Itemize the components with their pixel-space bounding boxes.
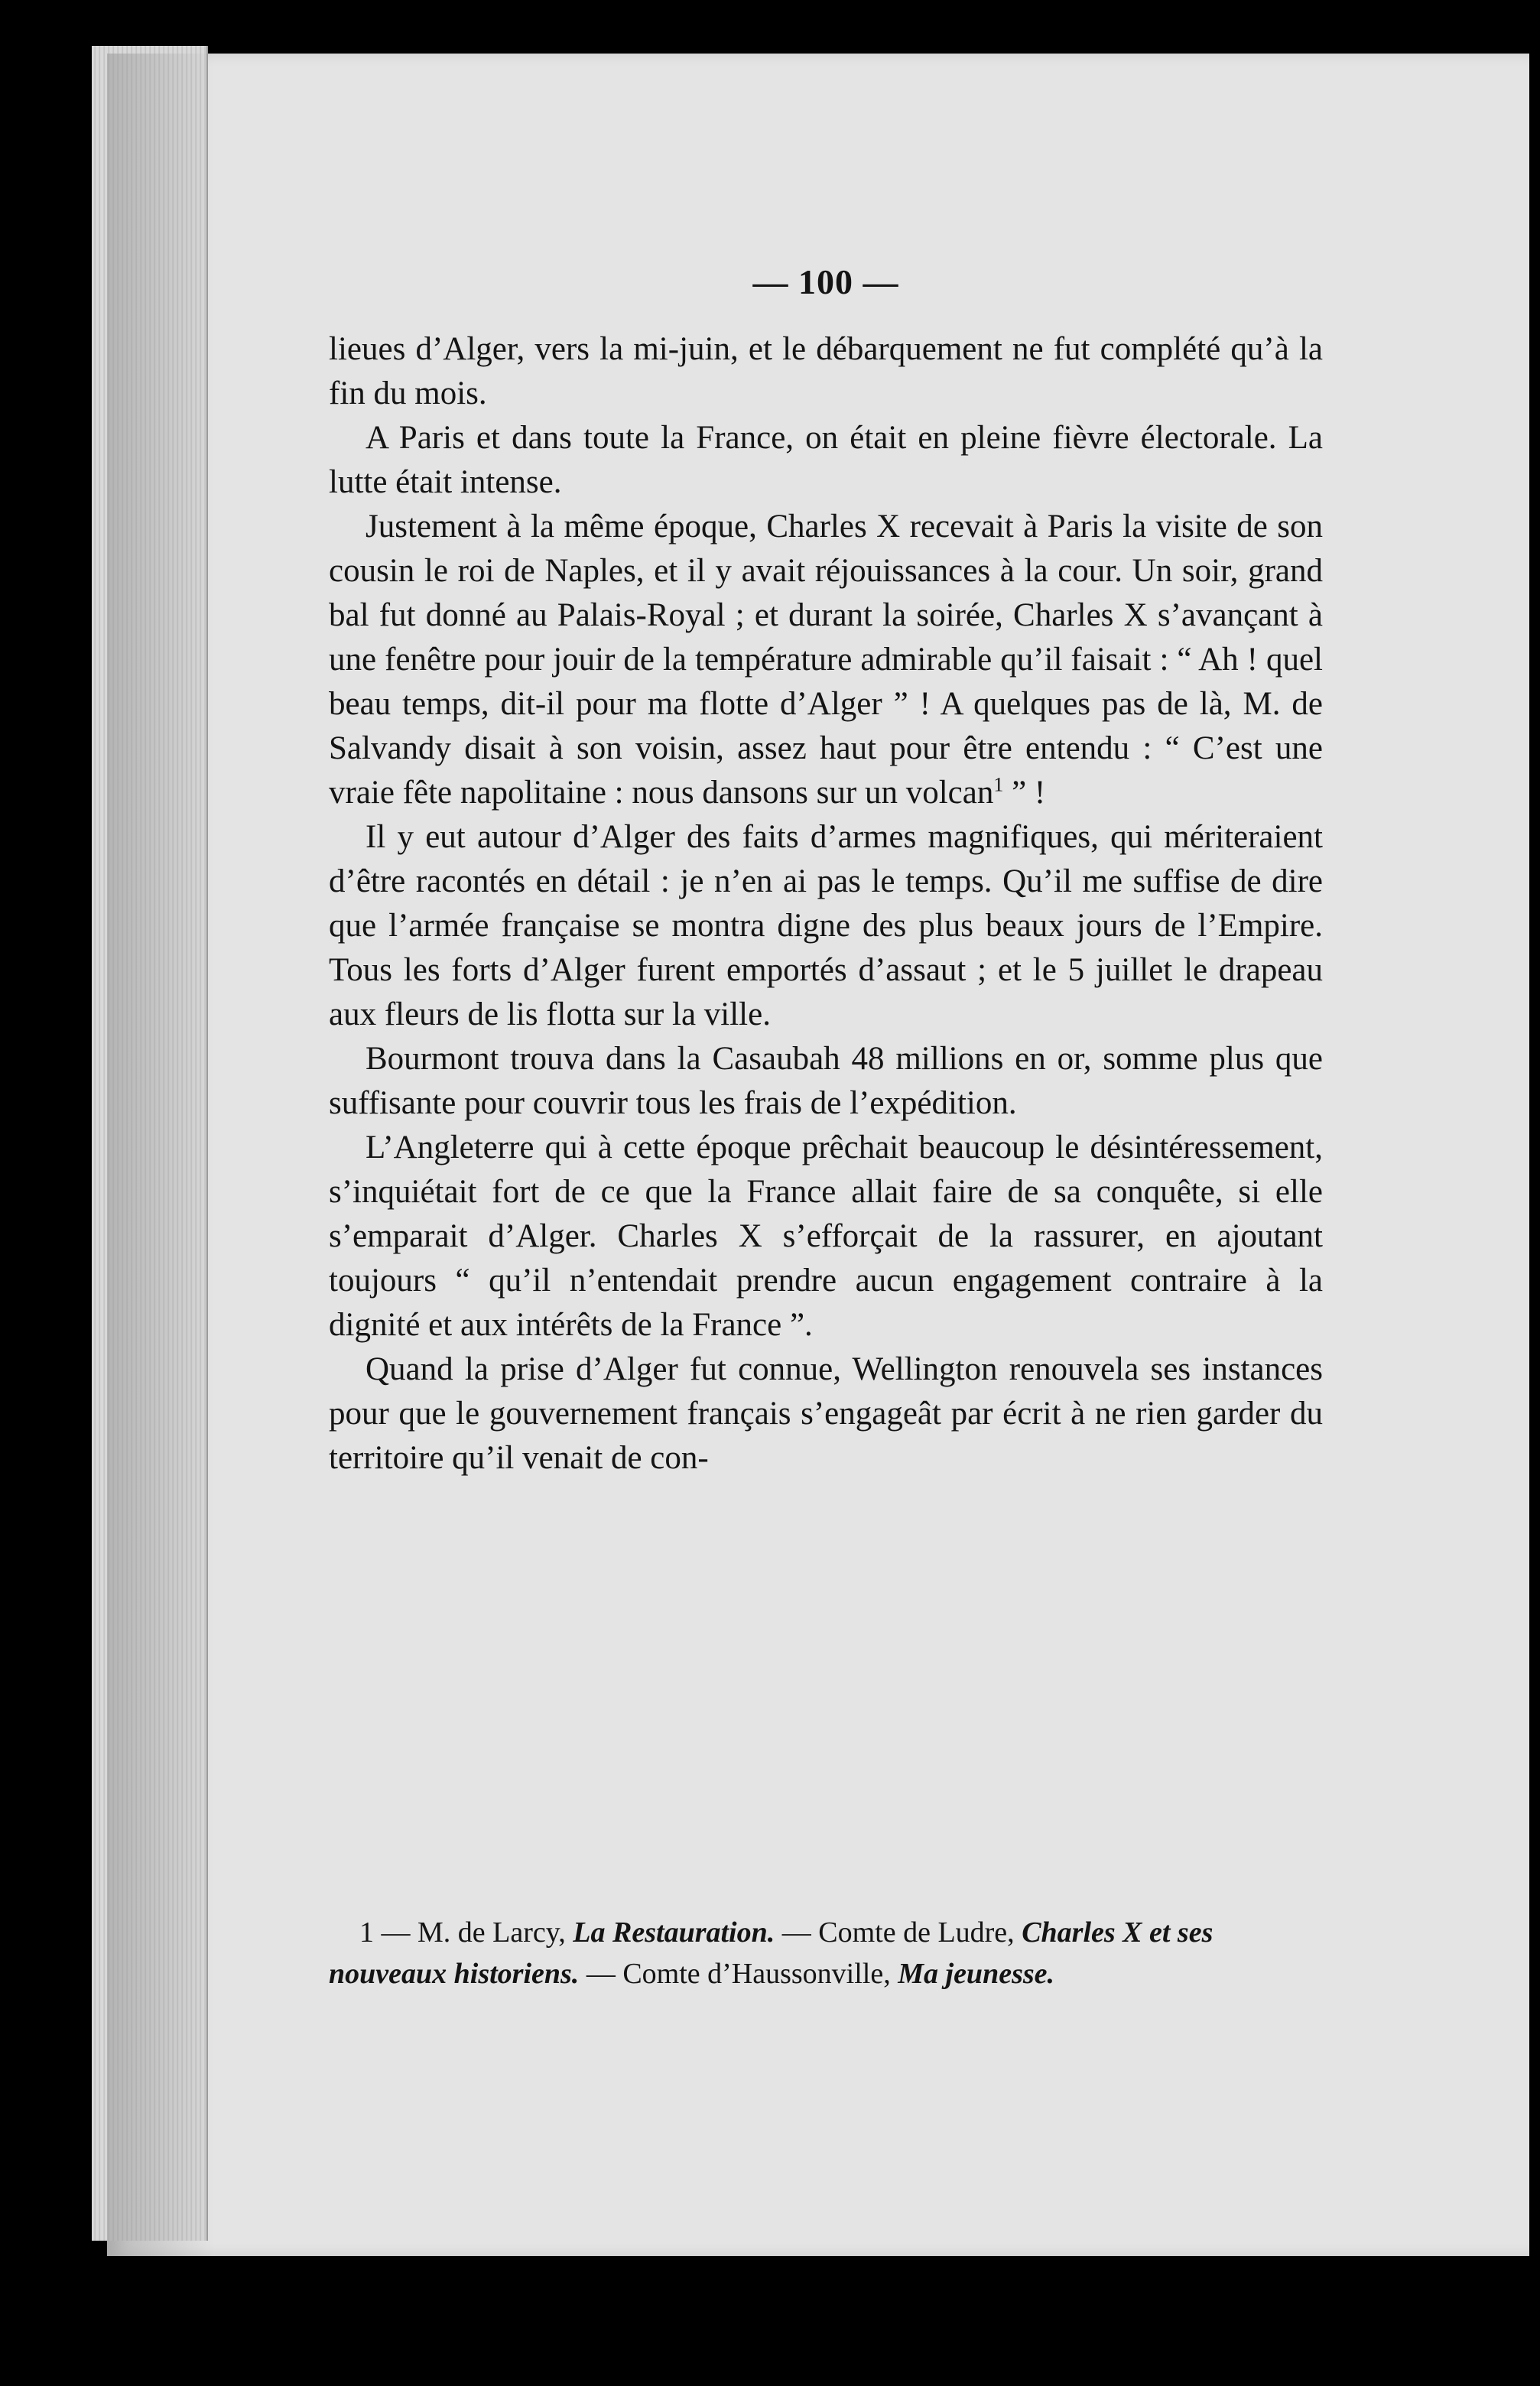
paragraph-4: Il y eut autour d’Alger des faits d’armes magnifiques, qui mériteraient d’être racontés en détail : je n’en ai pas le temps. Qu’il me suffise de dire que l’armée française se montra digne des plus beaux jours de l’Empire. Tous les forts d’Alger furent emportés d’assaut ; et le 5 juillet le drapeau aux fleurs de lis flotta sur la ville. [329, 819, 1323, 1032]
spine-shadow [107, 54, 214, 2256]
footnote-work-2: Charles X et ses nouveaux historiens. [329, 1916, 1213, 1990]
paragraph-3-text: Justement à la même époque, Charles X recevait à Paris la visite de son cousin le roi de Naples, et il y avait réjouissances à la cour. Un soir, grand bal fut donné au Palais-Royal ; et durant la soirée, Charles X s’avançant à une fenêtre pour jouir de la température admirable qu’il faisait : “ Ah ! quel beau temps, dit-il pour ma flotte d’Alger ” ! A quelques pas de là, M. de Salvandy disait à son voisin, assez haut pour être entendu : “ C’est une vraie fête napolitaine : nous dansons sur un volcan [329, 509, 1323, 811]
paragraph-6: L’Angleterre qui à cette époque prêchait beaucoup le désintéressement, s’inquiétait fort de ce que la France allait faire de sa conquête, si elle s’emparait d’Alger. Charles X s’efforçait de la rassurer, en ajoutant toujours “ qu’il n’entendait prendre aucun engagement contraire à la dignité et aux intérêts de la France ”. [329, 1130, 1323, 1343]
footnote-work-3: Ma jeunesse. [898, 1958, 1055, 1990]
paragraph-2: A Paris et dans toute la France, on était en pleine fièvre électorale. La lutte était intense. [329, 420, 1323, 500]
paragraph-3 [329, 505, 1323, 815]
footnote-prefix: 1 — M. de Larcy, [359, 1916, 573, 1949]
footnote [329, 1912, 1323, 1994]
footnote-mid-2: — Comte d’Haussonville, [579, 1958, 898, 1990]
paragraph-1: lieues d’Alger, vers la mi-juin, et le débarquement ne fut complété qu’à la fin du mois. [329, 331, 1323, 411]
paragraph-5: Bourmont trouva dans la Casaubah 48 millions en or, somme plus que suffisante pour couvrir tous les frais de l’expédition. [329, 1041, 1323, 1121]
paragraph-3-end: ” ! [1003, 775, 1046, 811]
footnote-work-1: La Restauration. [573, 1916, 775, 1949]
footnote-marker: 1 [993, 773, 1004, 796]
footnote-mid-1: — Comte de Ludre, [775, 1916, 1022, 1949]
body-text [329, 260, 1323, 1481]
page-number: — 100 — [752, 262, 899, 301]
paragraph-7: Quand la prise d’Alger fut connue, Wellington renouvela ses instances pour que le gouvernement français s’engageât par écrit à ne rien garder du territoire qu’il venait de con- [329, 1351, 1323, 1476]
